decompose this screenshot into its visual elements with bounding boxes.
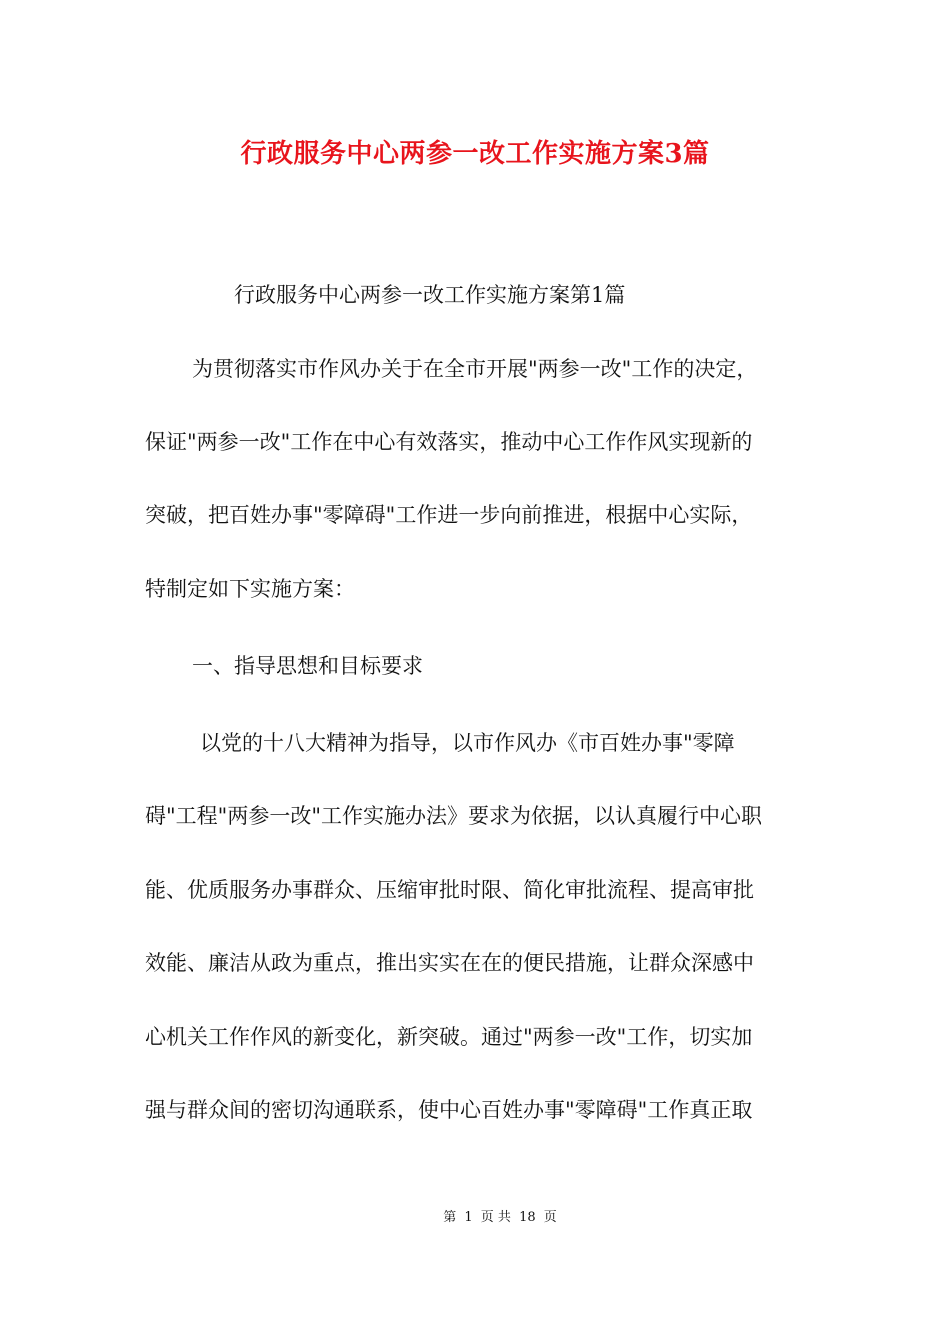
paragraph-line: 能、优质服务办事群众、压缩审批时限、简化审批流程、提高审批 — [145, 878, 754, 902]
paragraph-line: 以党的十八大精神为指导，以市作风办《市百姓办事"零障 — [200, 731, 735, 755]
footer-page-number: 1 — [464, 1210, 473, 1225]
paragraph-line: 特制定如下实施方案： — [145, 577, 355, 601]
footer-suffix: 页 — [543, 1210, 557, 1225]
section-title: 行政服务中心两参一改工作实施方案第1篇 — [234, 283, 626, 307]
footer-prefix: 第 — [443, 1210, 457, 1225]
paragraph-line: 心机关工作作风的新变化，新突破。通过"两参一改"工作，切实加 — [145, 1025, 753, 1049]
paragraph-line: 为贯彻落实市作风办关于在全市开展"两参一改"工作的决定， — [192, 357, 758, 381]
paragraph-line: 强与群众间的密切沟通联系，使中心百姓办事"零障碍"工作真正取 — [145, 1098, 753, 1122]
footer-mid: 页 共 — [480, 1210, 511, 1225]
page-footer — [0, 1208, 950, 1228]
paragraph-line: 效能、廉洁从政为重点，推出实实在在的便民措施，让群众深感中 — [145, 951, 754, 975]
paragraph-line: 突破，把百姓办事"零障碍"工作进一步向前推进，根据中心实际， — [145, 503, 753, 527]
paragraph-line: 碍"工程"两参一改"工作实施办法》要求为依据，以认真履行中心职 — [145, 804, 762, 828]
document-title: 行政服务中心两参一改工作实施方案3篇 — [240, 139, 710, 169]
heading-guiding-ideology: 一、指导思想和目标要求 — [192, 654, 423, 678]
paragraph-line: 保证"两参一改"工作在中心有效落实，推动中心工作作风实现新的 — [145, 430, 753, 454]
footer-total-pages: 18 — [519, 1210, 536, 1225]
